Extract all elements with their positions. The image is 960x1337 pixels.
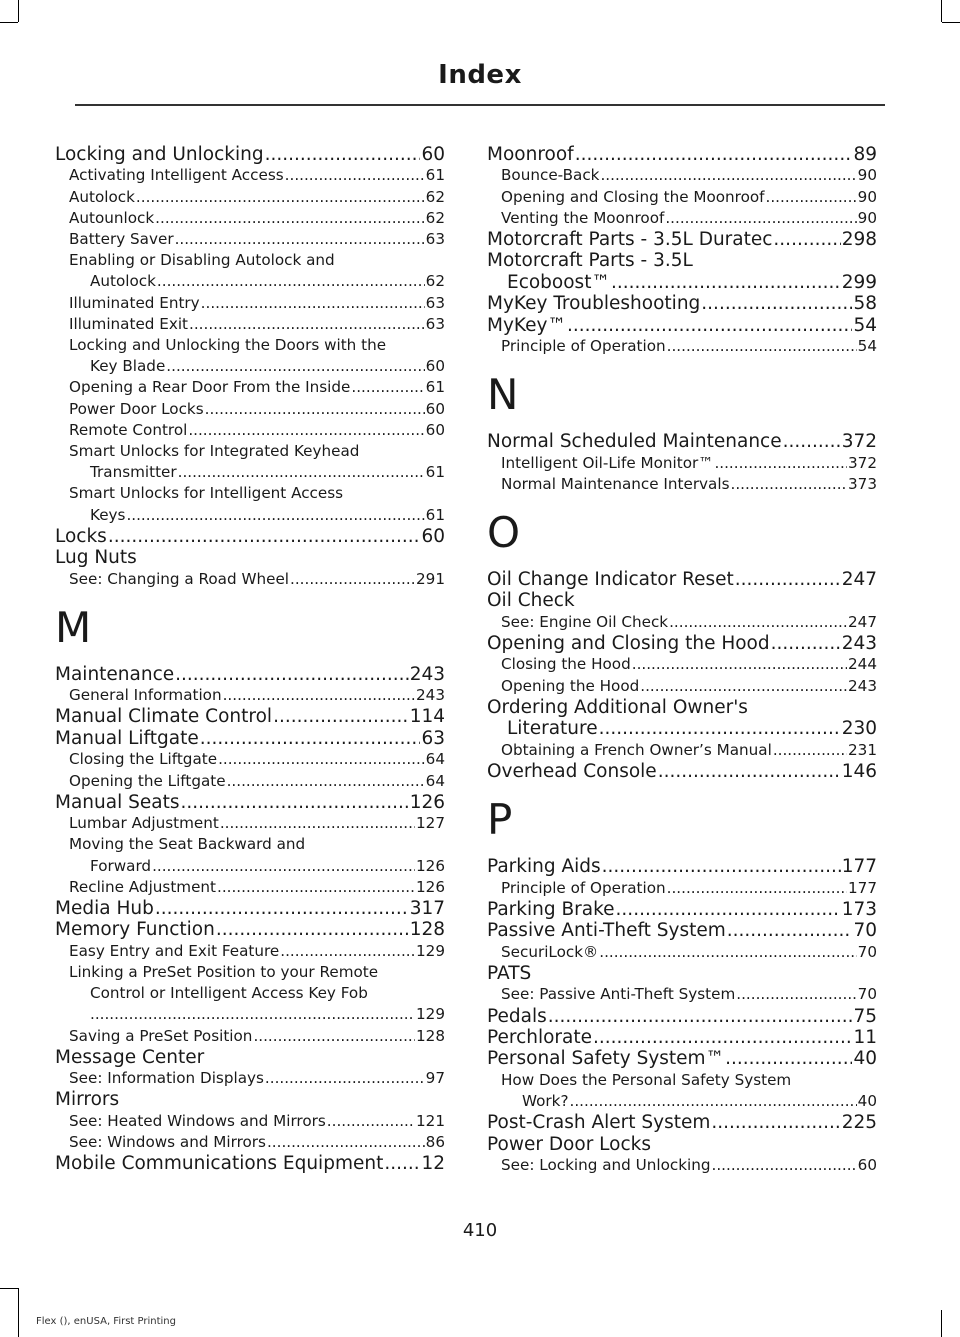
index-entry: Locking and Unlocking ..... 60: [55, 144, 445, 165]
page-number: 410: [462, 1220, 498, 1241]
index-entry: Motorcraft Parts - 3.5L Duratec ..... 298: [487, 229, 877, 250]
index-entry: Oil Change Indicator Reset ..... 247: [487, 569, 877, 590]
index-column-right: [487, 144, 877, 1176]
index-subentry: Opening the Hood ..... 243: [487, 676, 877, 697]
crop-mark: [0, 1288, 18, 1289]
crop-mark: [941, 1310, 942, 1337]
index-subentry: Activating Intelligent Access ..... 61: [55, 165, 445, 186]
index-see-reference: See: Information Displays ..... 97: [55, 1068, 445, 1089]
index-entry-continuation: Ecoboost™ ..... 299: [487, 272, 877, 293]
index-entry: Parking Aids ..... 177: [487, 856, 877, 877]
index-subentry: Opening and Closing the Moonroof ..... 90: [487, 187, 877, 208]
index-entry: Moonroof ..... 89: [487, 144, 877, 165]
index-subentry-continuation: Transmitter ..... 61: [55, 462, 445, 483]
index-subentry: Battery Saver ..... 63: [55, 229, 445, 250]
index-entry: Media Hub ..... 317: [55, 898, 445, 919]
index-entry: PATS: [487, 962, 532, 984]
index-see-reference: See: Changing a Road Wheel ..... 291: [55, 569, 445, 590]
index-subentry: General Information ..... 243: [55, 685, 445, 706]
index-subentry: Intelligent Oil-Life Monitor™ ..... 372: [487, 453, 877, 474]
index-entry: Motorcraft Parts - 3.5L: [487, 250, 693, 272]
index-entry: Passive Anti-Theft System ..... 70: [487, 920, 877, 941]
footer-text: Flex (), enUSA, First Printing: [36, 1316, 176, 1327]
index-entry: Parking Brake ..... 173: [487, 899, 877, 920]
index-entry: Message Center: [55, 1046, 205, 1068]
index-subentry-continuation: Key Blade ..... 60: [55, 356, 445, 377]
header-divider: [75, 104, 885, 106]
index-entry: Perchlorate ..... 11: [487, 1027, 877, 1048]
index-entry-continuation: Literature ..... 230: [487, 718, 877, 739]
index-subentry-continuation: Forward ..... 126: [55, 856, 445, 877]
index-entry: MyKey Troubleshooting ..... 58: [487, 293, 877, 314]
index-subentry: Principle of Operation ..... 177: [487, 878, 877, 899]
index-see-reference: See: Windows and Mirrors ..... 86: [55, 1132, 445, 1153]
index-subentry: Lumbar Adjustment ..... 127: [55, 813, 445, 834]
index-subentry: Smart Unlocks for Integrated Keyhead: [69, 442, 360, 461]
index-subentry-continuation: ..... 129: [55, 1004, 445, 1025]
index-subentry: Enabling or Disabling Autolock and: [69, 251, 335, 270]
index-subentry: Smart Unlocks for Intelligent Access: [69, 484, 344, 503]
index-subentry: Moving the Seat Backward and: [69, 835, 306, 854]
index-entry: Ordering Additional Owner's: [487, 696, 748, 718]
index-subentry: Autounlock ..... 62: [55, 208, 445, 229]
index-entry: Lug Nuts: [55, 547, 137, 569]
index-subentry: Illuminated Entry ..... 63: [55, 293, 445, 314]
index-subentry-continuation: Work? ..... 40: [487, 1091, 877, 1112]
index-entry: Mirrors: [55, 1089, 120, 1111]
index-entry: Manual Seats ..... 126: [55, 792, 445, 813]
index-subentry: SecuriLock® ..... 70: [487, 942, 877, 963]
index-subentry: How Does the Personal Safety System: [501, 1070, 792, 1089]
crop-mark: [941, 0, 942, 22]
index-entry: Oil Check: [487, 590, 575, 612]
index-subentry-continuation: Control or Intelligent Access Key Fob: [90, 984, 368, 1003]
index-subentry: Recline Adjustment ..... 126: [55, 877, 445, 898]
section-letter: N: [487, 370, 519, 420]
index-subentry: Easy Entry and Exit Feature ..... 129: [55, 941, 445, 962]
index-subentry: Illuminated Exit ..... 63: [55, 314, 445, 335]
index-subentry: Bounce-Back ..... 90: [487, 165, 877, 186]
index-subentry: Autolock ..... 62: [55, 187, 445, 208]
crop-mark: [18, 0, 19, 22]
index-entry: Manual Liftgate ..... 63: [55, 728, 445, 749]
index-subentry: Opening the Liftgate ..... 64: [55, 771, 445, 792]
index-subentry: Power Door Locks ..... 60: [55, 399, 445, 420]
crop-mark: [942, 22, 960, 23]
index-entry: Post-Crash Alert System ..... 225: [487, 1112, 877, 1133]
index-entry: Memory Function ..... 128: [55, 919, 445, 940]
crop-mark: [18, 1288, 19, 1337]
index-entry: Power Door Locks: [487, 1133, 652, 1155]
index-entry: Personal Safety System™ ..... 40: [487, 1048, 877, 1069]
index-see-reference: See: Heated Windows and Mirrors ..... 121: [55, 1111, 445, 1132]
index-see-reference: See: Passive Anti-Theft System ..... 70: [487, 984, 877, 1005]
index-see-reference: See: Locking and Unlocking ..... 60: [487, 1155, 877, 1176]
index-subentry: Normal Maintenance Intervals ..... 373: [487, 474, 877, 495]
index-entry: MyKey™ ..... 54: [487, 315, 877, 336]
index-subentry: Closing the Liftgate ..... 64: [55, 749, 445, 770]
index-entry: Pedals ..... 75: [487, 1006, 877, 1027]
section-letter: P: [487, 795, 513, 845]
index-subentry: Venting the Moonroof ..... 90: [487, 208, 877, 229]
index-see-reference: See: Engine Oil Check ..... 247: [487, 612, 877, 633]
page-title: Index: [438, 60, 522, 90]
crop-mark: [0, 22, 18, 23]
index-subentry: Locking and Unlocking the Doors with the: [69, 336, 387, 355]
index-subentry: Closing the Hood ..... 244: [487, 654, 877, 675]
index-entry: Overhead Console ..... 146: [487, 761, 877, 782]
index-subentry-continuation: Keys ..... 61: [55, 505, 445, 526]
index-subentry: Opening a Rear Door From the Inside ..... 61: [55, 377, 445, 398]
section-letter: M: [55, 602, 92, 652]
index-subentry: Remote Control ..... 60: [55, 420, 445, 441]
index-entry: Opening and Closing the Hood ..... 243: [487, 633, 877, 654]
index-entry: Maintenance ..... 243: [55, 664, 445, 685]
index-subentry: Linking a PreSet Position to your Remote: [69, 962, 379, 981]
index-subentry: Principle of Operation ..... 54: [487, 336, 877, 357]
index-subentry: Saving a PreSet Position ..... 128: [55, 1026, 445, 1047]
index-entry: Locks ..... 60: [55, 526, 445, 547]
section-letter: O: [487, 508, 521, 558]
index-entry: Normal Scheduled Maintenance ..... 372: [487, 431, 877, 452]
index-entry: Manual Climate Control ..... 114: [55, 706, 445, 727]
index-subentry: Obtaining a French Owner’s Manual ..... 231: [487, 740, 877, 761]
index-column-left: [55, 144, 445, 1175]
index-entry: Mobile Communications Equipment ..... 12: [55, 1153, 445, 1174]
index-subentry-continuation: Autolock ..... 62: [55, 271, 445, 292]
